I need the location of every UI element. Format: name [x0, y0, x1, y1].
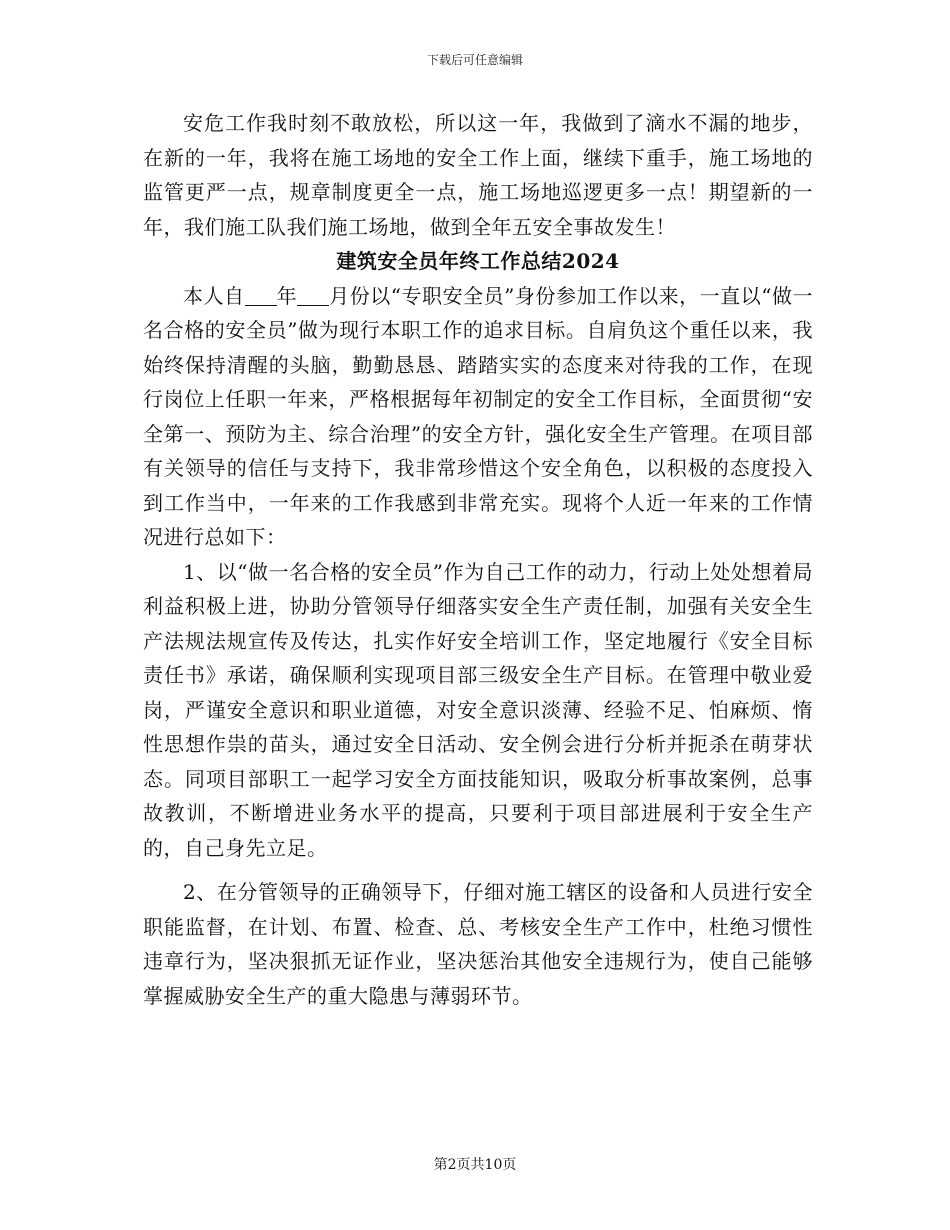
paragraph-summary-start: 本人自	[183, 283, 245, 308]
paragraph-summary-rest: 月份以“专职安全员”身份参加工作以来，一直以“做一名合格的安全员”做为现行本职工作的追求目标。自肩负这个重任以来，我始终保持清醒的头脑，勤勤恳恳、踏踏实实的态度来对待我的工作，在现行岗位上任职一年来，严格根据每年初制定的安全工作目标，全面贯彻“安全第一、预防为主、综合治理”的安全方针，强化安全生产管理。在项目部有关领导的信任与支持下，我非常珍惜这个安全角色，以积极的态度投入到工作当中，一年来的工作我感到非常充实。现将个人近一年来的工作情况进行总如下：	[143, 283, 814, 549]
header-note: 下载后可任意编辑	[426, 53, 523, 67]
paragraph-summary	[143, 279, 813, 555]
document-body	[143, 106, 813, 1013]
blank-underline	[297, 285, 329, 306]
paragraph-item-1: 1、以“做一名合格的安全员”作为自己工作的动力，行动上处处想着局利益积极上进，协助分管领导仔细落实安全生产责任制，加强有关安全生产法规法规宣传及传达，扎实作好安全培训工作，坚定地履行《安全目标责任书》承诺，确保顺利实现项目部三级安全生产目标。在管理中敬业爱岗，严谨安全意识和职业道德，对安全意识淡薄、经验不足、怕麻烦、惰性思想作祟的苗头，通过安全日活动、安全例会进行分析并扼杀在萌芽状态。同项目部职工一起学习安全方面技能知识，吸取分析事故案例，总事故教训，不断增进业务水平的提高，只要利于项目部进展利于安全生产的，自己身先立足。	[143, 559, 813, 860]
blank-underline	[245, 285, 277, 306]
paragraph-item-2: 2、在分管领导的正确领导下，仔细对施工辖区的设备和人员进行安全职能监督，在计划、布置、检查、总、考核安全生产工作中，杜绝习惯性违章行为，坚决狠抓无证作业，坚决惩治其他安全违规行为，使自己能够掌握威胁安全生产的重大隐患与薄弱环节。	[143, 880, 813, 1008]
paragraph-summary-year: 年	[276, 283, 298, 308]
page-number: 第2页共10页	[433, 1157, 517, 1173]
paragraph-gap	[143, 865, 813, 875]
paragraph-intro: 安危工作我时刻不敢放松，所以这一年，我做到了滴水不漏的地步，在新的一年，我将在施工场地的安全工作上面，继续下重手，施工场地的监管更严一点，规章制度更全一点，施工场地巡逻更多一点！期望新的一年，我们施工队我们施工场地，做到全年五安全事故发生！	[143, 111, 813, 239]
section-title: 建筑安全员年终工作总结2024	[336, 249, 620, 273]
page-header	[0, 52, 950, 68]
page-footer	[0, 1156, 950, 1174]
